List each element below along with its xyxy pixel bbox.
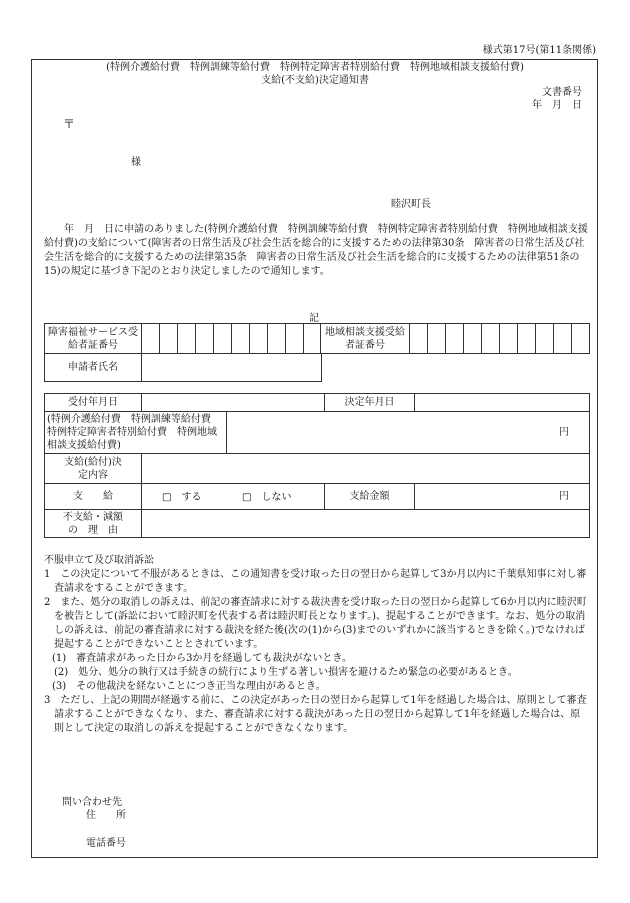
contact-address-label: 住 所 — [86, 810, 126, 821]
regional-cert-digit[interactable] — [572, 324, 590, 354]
regional-cert-digit[interactable] — [446, 324, 464, 354]
payment-options — [142, 484, 325, 510]
service-cert-digit[interactable] — [250, 324, 268, 354]
applicant-name-field[interactable] — [142, 354, 322, 382]
service-cert-digit[interactable] — [142, 324, 160, 354]
appeal-sub-3: (3) その他裁決を経ないことにつき正当な理由があるとき。 — [52, 681, 326, 692]
regional-cert-digit[interactable] — [464, 324, 482, 354]
regional-cert-digit[interactable] — [536, 324, 554, 354]
reason-field[interactable] — [142, 510, 590, 538]
title-line2: 支給(不支給)決定通知書 — [261, 75, 369, 86]
service-cert-digit[interactable] — [232, 324, 250, 354]
regional-cert-digit[interactable] — [500, 324, 518, 354]
request-amount-yen: 円 — [559, 427, 569, 438]
regional-cert-digit[interactable] — [482, 324, 500, 354]
decision-table — [44, 393, 590, 538]
regional-cert-digit[interactable] — [554, 324, 572, 354]
contact-label: 問い合わせ先 — [62, 797, 122, 808]
ki-label: 記 — [309, 313, 319, 324]
date-label: 年 月 日 — [532, 100, 582, 111]
content-label: 支給(給付)決定内容 — [45, 454, 142, 484]
recipient-table — [44, 323, 590, 354]
reason-label: 不支給・減額の 理 由 — [45, 510, 142, 538]
title-line1: (特例介護給付費 特例訓練等給付費 特例特定障害者特別給付費 特例地域相談支援給付費) — [106, 62, 524, 73]
service-cert-digit[interactable] — [178, 324, 196, 354]
decision-date-label: 決定年月日 — [325, 394, 415, 412]
doc-number-label: 文書番号 — [542, 87, 582, 98]
regional-cert-digit[interactable] — [518, 324, 536, 354]
form-number: 様式第17号(第11条関係) — [482, 45, 596, 56]
service-cert-digit[interactable] — [304, 324, 321, 354]
appeal-item-3: 3 ただし、上記の期間が経過する前に、この決定があった日の翌日から起算して1年を経過した場合は、原則として審査請求することができなくなり、また、審査請求に対する裁決があった日の翌日から起算して1年を経過した場合は、原則として決定の取消しの訴えを提起することができなくなります。 — [44, 695, 587, 734]
issuer: 睦沢町長 — [391, 199, 431, 210]
option-no-checkbox[interactable]: □ しない — [242, 492, 292, 503]
option-yes-checkbox[interactable]: □ する — [162, 492, 202, 503]
regional-cert-digit[interactable] — [410, 324, 428, 354]
applicant-label: 申請者氏名 — [45, 354, 142, 382]
regional-cert-label: 地域相談支援受給者証番号 — [321, 324, 410, 354]
service-cert-digit[interactable] — [286, 324, 304, 354]
payment-label: 支 給 — [45, 484, 142, 510]
service-cert-digit[interactable] — [268, 324, 286, 354]
service-cert-label: 障害福祉サービス受給者証番号 — [45, 324, 142, 354]
appeal-item-2: 2 また、処分の取消しの訴えは、前記の審査請求に対する裁決書を受け取った日の翌日から起算して6か月以内に睦沢町を被告として(訴訟において睦沢町を代表する者は睦沢町長となります。)、提起することができます。なお、処分の取消しの訴えは、前記の審査請求に対する裁決を経た後(次の(1)から(3)までのいずれかに該当するときを除く。)でなければ提起することができないこととされています。 — [44, 597, 587, 650]
request-amount-field[interactable] — [227, 412, 590, 454]
contact-phone-label: 電話番号 — [86, 838, 126, 849]
body-paragraph: 年 月 日に申請のありました(特例介護給付費 特例訓練等給付費 特例特定障害者特別給付費 特例地域相談支援給付費)の支給について(障害者の日常生活及び社会生活を総合的に支援するための法律第30条 障害者の日常生活及び社会生活を総合的に支援するための法律第35条 障害者の日常生活及び社会生活を総合的に支援するための法律第51条の15)の規定に基づき下記のとおり決定しましたので通知します。 — [44, 224, 588, 277]
postal-mark: 〒 — [63, 117, 76, 131]
applicant-table — [44, 353, 322, 382]
decision-date-field[interactable] — [415, 394, 590, 412]
benefit-types-label — [45, 412, 227, 454]
appeal-sub-2: (2) 処分、処分の執行又は手続きの続行により生ずる著しい損害を避けるため緊急の必要があるとき。 — [54, 667, 518, 678]
received-date-label: 受付年月日 — [45, 394, 142, 412]
regional-cert-digit[interactable] — [428, 324, 446, 354]
service-cert-digit[interactable] — [214, 324, 232, 354]
received-date-field[interactable] — [142, 394, 325, 412]
appeal-sub-1: (1) 審査請求があった日から3か月を経過しても裁決がないとき。 — [52, 653, 353, 664]
payment-amount-field[interactable] — [415, 484, 590, 510]
service-cert-digit[interactable] — [196, 324, 214, 354]
honorific: 様 — [131, 157, 141, 168]
benefit-types-text: (特例介護給付費 特例訓練等給付費 特例特定障害者特別給付費 特例地域相談支援給付費) — [47, 414, 221, 451]
payment-amount-yen: 円 — [559, 491, 569, 502]
appeal-heading: 不服申立て及び取消訴訟 — [44, 555, 154, 566]
appeal-section — [44, 554, 590, 736]
service-cert-digit[interactable] — [160, 324, 178, 354]
content-field[interactable] — [142, 454, 590, 484]
appeal-item-1: 1 この決定について不服があるときは、この通知書を受け取った日の翌日から起算して3か月以内に千葉県知事に対し審査請求をすることができます。 — [44, 569, 587, 594]
payment-amount-label: 支給金額 — [325, 484, 415, 510]
